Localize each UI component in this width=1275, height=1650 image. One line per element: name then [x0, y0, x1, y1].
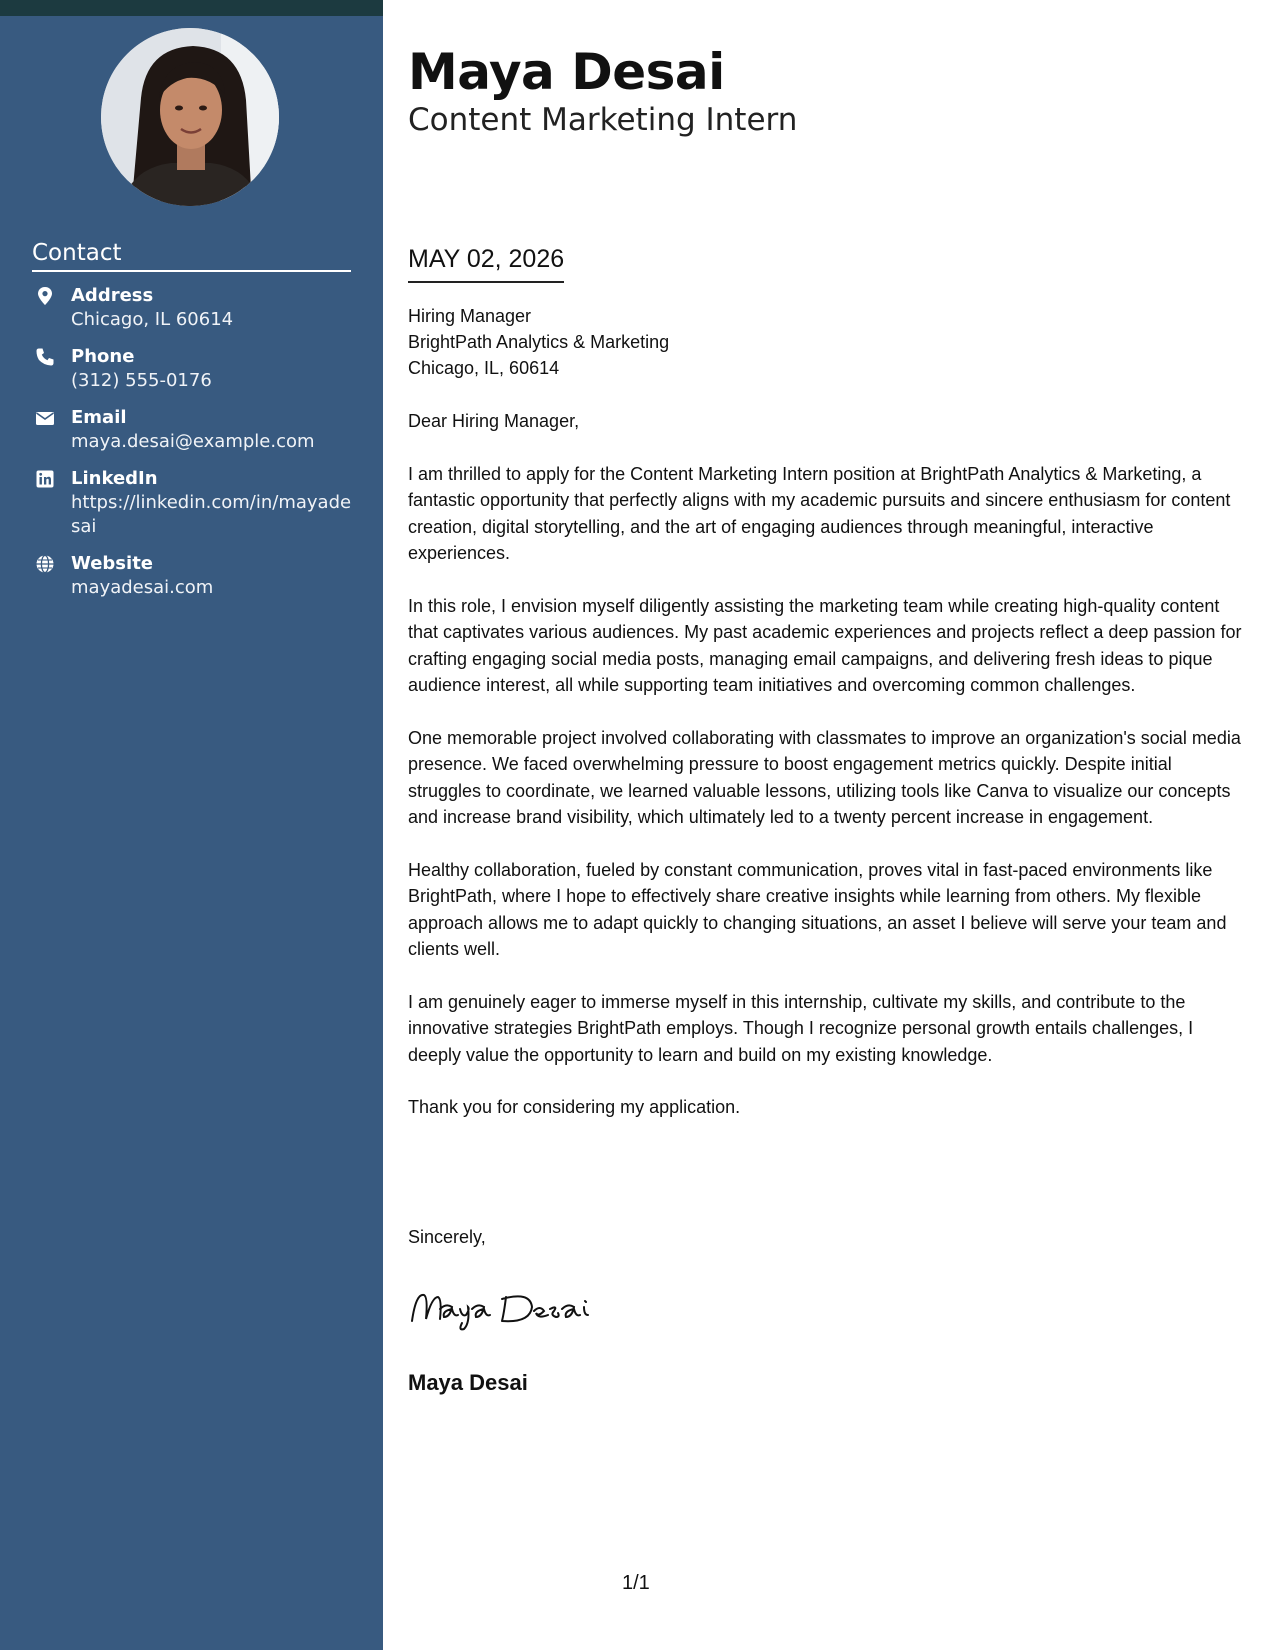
location-pin-icon	[35, 286, 55, 306]
contact-heading: Contact	[32, 240, 351, 272]
letter-paragraph: I am genuinely eager to immerse myself in this internship, cultivate my skills, and contribute to the innovative strategies BrightPath employs. Though I recognize personal growth entails challenges, I deeply value the opportunity to learn and build on my existing knowledge.	[408, 991, 1194, 1065]
contact-item-linkedin	[32, 467, 352, 539]
letter-paragraph: Healthy collaboration, fueled by constant communication, proves vital in fast-paced environments like BrightPath, where I hope to effectively share creative insights while learning from others. My flexible approach allows me to adapt quickly to changing situations, an asset I believe will serve your team and clients well.	[408, 859, 1227, 959]
applicant-name: Maya Desai	[408, 43, 725, 101]
contact-label: Phone	[71, 346, 135, 367]
signed-name: Maya Desai	[408, 1370, 528, 1395]
linkedin-value[interactable]: https://linkedin.com/in/mayadesai	[71, 492, 352, 537]
letter-paragraph: Thank you for considering my application.	[408, 1097, 741, 1117]
phone-icon	[35, 347, 55, 367]
profile-photo-icon	[101, 28, 279, 206]
envelope-icon	[35, 408, 55, 428]
letter-paragraph: One memorable project involved collaborating with classmates to improve an organization's social media presence. We faced overwhelming pressure to boost engagement metrics quickly. Despite initial struggles to coordinate, we learned valuable lessons, utilizing tools like Canva to visualize our concepts and increase brand visibility, which ultimately led to a twenty percent increase in engagement.	[408, 727, 1241, 827]
sidebar-top-bar	[0, 0, 383, 16]
email-value[interactable]: maya.desai@example.com	[71, 431, 315, 452]
website-value[interactable]: mayadesai.com	[71, 577, 214, 598]
address-value: Chicago, IL 60614	[71, 309, 234, 330]
contact-item-email	[32, 406, 352, 454]
letter-date: MAY 02, 2026	[408, 243, 564, 283]
phone-value[interactable]: (312) 555-0176	[71, 370, 212, 391]
recipient-block	[408, 303, 669, 381]
letter-paragraph: In this role, I envision myself diligently assisting the marketing team while creating high-quality content that captivates various audiences. My past academic experiences and projects reflect a deep passion for crafting engaging social media posts, managing email campaigns, and delivering fresh ideas to pique audience interest, all while supporting team initiatives and overcoming common challenges.	[408, 595, 1242, 695]
avatar	[101, 28, 279, 206]
contact-item-website	[32, 552, 352, 600]
signature	[406, 1283, 606, 1338]
applicant-role: Content Marketing Intern	[408, 102, 798, 138]
page-number: 1/1	[622, 1572, 650, 1594]
contact-item-address	[32, 284, 352, 332]
salutation: Dear Hiring Manager,	[408, 411, 580, 431]
contact-label: Website	[71, 553, 154, 574]
letter-body	[408, 408, 1248, 1147]
linkedin-icon	[35, 469, 55, 489]
contact-list	[32, 284, 352, 613]
recipient-line: Chicago, IL, 60614	[408, 358, 560, 378]
contact-label: LinkedIn	[71, 468, 158, 489]
contact-label: Address	[71, 285, 154, 306]
letter-paragraph: I am thrilled to apply for the Content Marketing Intern position at BrightPath Analytics & Marketing, a fantastic opportunity that perfectly aligns with my academic pursuits and sincere enthusiasm for content creation, digital storytelling, and the art of engaging audiences through meaningful, interactive experiences.	[408, 463, 1231, 563]
recipient-line: Hiring Manager	[408, 306, 532, 326]
sidebar	[0, 0, 383, 1650]
contact-item-phone	[32, 345, 352, 393]
handwritten-signature	[406, 1283, 606, 1333]
recipient-line: BrightPath Analytics & Marketing	[408, 332, 670, 352]
contact-label: Email	[71, 407, 127, 428]
closing: Sincerely,	[408, 1227, 486, 1247]
globe-icon	[35, 554, 55, 574]
